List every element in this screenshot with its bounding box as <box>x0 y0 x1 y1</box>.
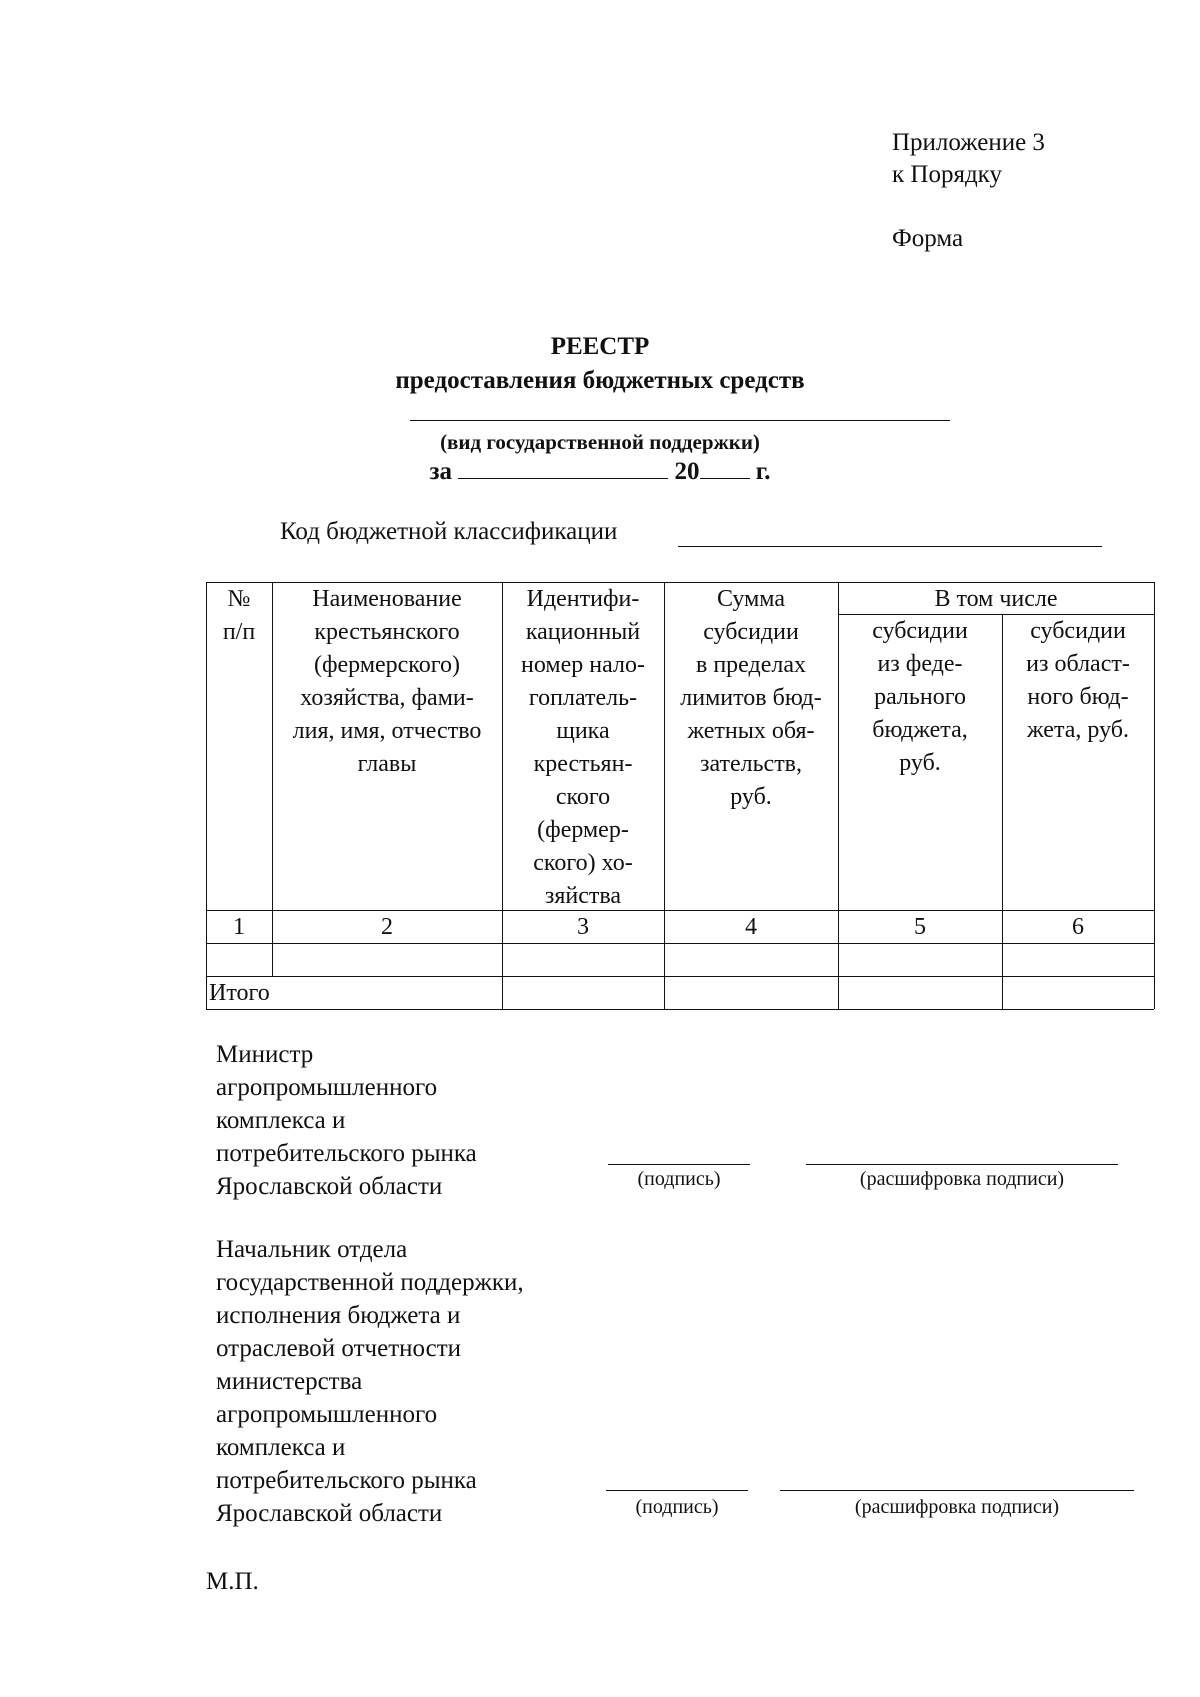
header-tax-id: Идентифи- кационный номер нало- гоплатель- щика крестьян- ского (фермер- ского) хо- зяйства <box>521 586 645 909</box>
table-border-right <box>1154 582 1155 1009</box>
header-number: № п/п <box>222 586 256 645</box>
header-federal-subsidy: субсидии из феде- рального бюджета, руб. <box>872 618 968 776</box>
appendix-number: Приложение 3 <box>892 129 1045 156</box>
column-number-1: 1 <box>233 914 245 940</box>
header-farm-name: Наименование крестьянского (фермерского) хозяйства, фами- лия, имя, отчество главы <box>292 586 482 777</box>
signature-decode-caption: (расшифровка подписи) <box>854 1496 1060 1518</box>
period-year: 20 <box>674 458 700 485</box>
form-label: Форма <box>892 225 964 252</box>
report-period <box>0 458 1200 486</box>
document-title <box>0 330 1200 398</box>
signatory-minister: Министр агропромышленного комплекса и потребительского рынка Ярославской области <box>216 1041 477 1200</box>
header-group-including: В том числе <box>934 586 1058 612</box>
stamp-place-label: М.П. <box>206 1568 259 1595</box>
title-line2: предоставления бюджетных средств <box>395 367 805 394</box>
signature-decode-caption: (расшифровка подписи) <box>859 1168 1065 1190</box>
column-number-2: 2 <box>381 914 393 940</box>
signature-line <box>608 1164 750 1165</box>
total-label: Итого <box>209 980 270 1006</box>
year-blank <box>700 458 750 479</box>
period-blank <box>458 458 668 479</box>
budget-code-label: Код бюджетной классификации <box>280 518 618 545</box>
signature-caption: (подпись) <box>635 1496 719 1518</box>
header-subsidy-sum: Сумма субсидии в пределах лимитов бюд- жетных обя- зательств, руб. <box>680 586 822 810</box>
signature-decode-line <box>780 1490 1134 1491</box>
data-row-bottom-line <box>206 976 1154 977</box>
header-regional-subsidy: субсидии из област- ного бюд- жета, руб. <box>1026 618 1130 743</box>
signature-line <box>606 1490 748 1491</box>
support-type-blank <box>410 420 950 421</box>
budget-code-blank <box>678 546 1102 547</box>
title-line1: РЕЕСТР <box>550 333 650 360</box>
signatory-department-head: Начальник отдела государственной поддержки, исполнения бюджета и отраслевой отчетности министерства агропромышленного комплекса и потребительского рынка Ярославской области <box>216 1236 524 1527</box>
appendix-order: к Порядку <box>892 161 1002 188</box>
signature-caption: (подпись) <box>637 1168 721 1190</box>
column-number-6: 6 <box>1072 914 1084 940</box>
appendix-reference <box>892 127 1045 191</box>
column-number-5: 5 <box>914 914 926 940</box>
signature-decode-line <box>806 1164 1118 1165</box>
column-number-3: 3 <box>577 914 589 940</box>
support-type-caption: (вид государственной поддержки) <box>440 430 760 454</box>
period-prefix: за <box>429 458 452 485</box>
period-suffix: г. <box>755 458 771 485</box>
column-number-4: 4 <box>745 914 757 940</box>
table-border-bottom <box>206 1009 1154 1010</box>
